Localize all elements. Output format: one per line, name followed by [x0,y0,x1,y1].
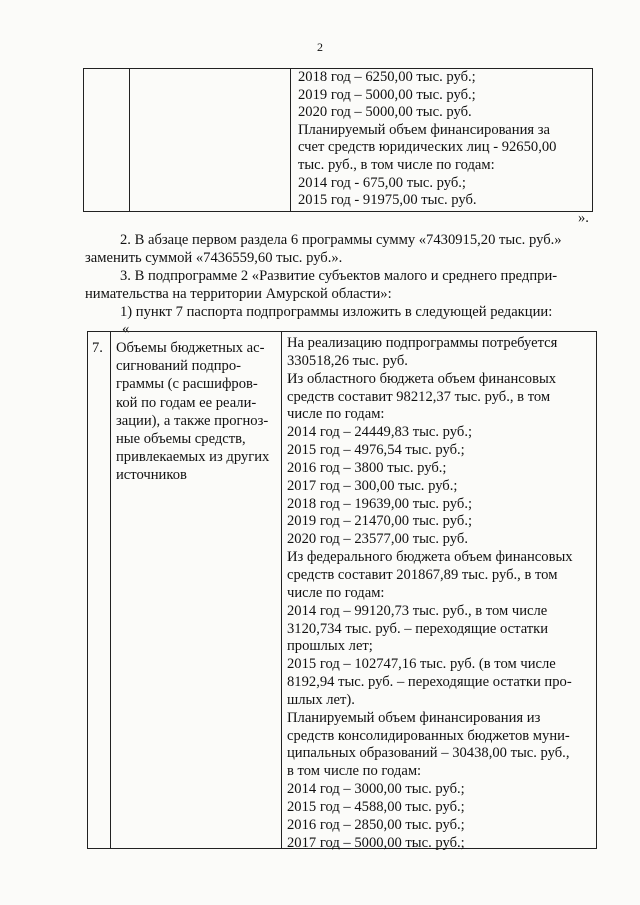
table-line: 2018 год – 19639,00 тыс. руб.; [287,495,473,512]
table-line: числе по годам: [287,406,385,423]
table-line: 2020 год – 23577,00 тыс. руб. [287,531,468,548]
table-line: кой по годам ее реали- [116,394,257,411]
table-line: зации), а также прогноз- [116,412,269,429]
table-line: граммы (с расшифров- [116,376,258,393]
paragraph-line: 1) пункт 7 паспорта подпрограммы изложить в следующей редакции: [120,304,553,320]
table-line: 2015 год - 91975,00 тыс. руб. [298,192,477,209]
table-line: 2016 год – 2850,00 тыс. руб.; [287,816,465,833]
row-number: 7. [92,340,103,356]
table-line: 2017 год – 300,00 тыс. руб.; [287,477,458,494]
table-border [592,69,593,211]
table-line: 8192,94 тыс. руб. – переходящие остатки про- [287,674,572,691]
paragraph-line: 3. В подпрограмме 2 «Развитие субъектов малого и среднего предпри- [120,268,558,284]
table-line: Из областного бюджета объем финансовых [287,370,557,387]
table-line: 330518,26 тыс. руб. [287,352,408,369]
table-line: 2015 год – 4588,00 тыс. руб.; [287,798,465,815]
table-border [83,69,84,211]
table-line: 2019 год – 5000,00 тыс. руб.; [298,86,476,103]
paragraph-line: заменить суммой «7436559,60 тыс. руб.». [85,250,343,266]
table-border [129,69,130,211]
table-line: Планируемый объем финансирования за [298,121,551,138]
table-line: сигнований подпро- [116,358,242,375]
opening-quote-mark: « [122,321,130,337]
table-line: Планируемый объем финансирования из [287,709,541,726]
table-line: 2020 год – 5000,00 тыс. руб. [298,104,472,121]
paragraph-line: 2. В абзаце первом раздела 6 программы сумму «7430915,20 тыс. руб.» [120,232,562,248]
table-line: средств составит 201867,89 тыс. руб., в том [287,566,558,583]
table-line: 2014 год – 3000,00 тыс. руб.; [287,781,465,798]
table-line: шлых лет). [287,691,355,708]
paragraph-line: нимательства на территории Амурской области»: [85,286,392,302]
table-line: 2018 год – 6250,00 тыс. руб.; [298,69,476,85]
table-line: 2017 год – 5000,00 тыс. руб.; [287,834,465,851]
passport-table-col2 [116,339,269,485]
table-line: привлекаемых из других [116,449,270,466]
table-line: 2016 год – 3800 тыс. руб.; [287,459,447,476]
page-number: 2 [317,40,323,54]
table-line: 2014 год – 99120,73 тыс. руб., в том числе [287,602,548,619]
table-line: 2014 год - 675,00 тыс. руб.; [298,174,466,191]
table-line: в том числе по годам: [287,763,422,780]
table-border [110,332,111,848]
table-line: ципальных образований – 30438,00 тыс. руб., [287,745,570,762]
table-line: Объемы бюджетных ас- [116,340,265,356]
table-line: тыс. руб., в том числе по годам: [298,156,495,173]
table-line: средств составит 98212,37 тыс. руб., в том [287,388,551,405]
table-line: ные объемы средств, [116,431,246,448]
closing-quote-mark: ». [578,210,589,226]
table-line: средств консолидированных бюджетов муни- [287,727,570,744]
table-line: счет средств юридических лиц - 92650,00 [298,139,557,156]
table-line: 2015 год – 102747,16 тыс. руб. (в том числе [287,656,556,673]
table-line: числе по годам: [287,584,385,601]
passport-table-col3 [287,335,573,852]
table-border [281,332,282,848]
table-line: На реализацию подпрограммы потребуется [287,335,558,351]
table-line: 3120,734 тыс. руб. – переходящие остатки [287,620,549,637]
table-line: 2014 год – 24449,83 тыс. руб.; [287,424,473,441]
table-border [290,69,291,211]
table-line: прошлых лет; [287,638,373,655]
continuation-table-col3 [298,69,556,210]
table-line: источников [116,467,187,484]
table-line: 2015 год – 4976,54 тыс. руб.; [287,442,465,459]
table-line: Из федерального бюджета объем финансовых [287,549,573,566]
table-line: 2019 год – 21470,00 тыс. руб.; [287,513,473,530]
